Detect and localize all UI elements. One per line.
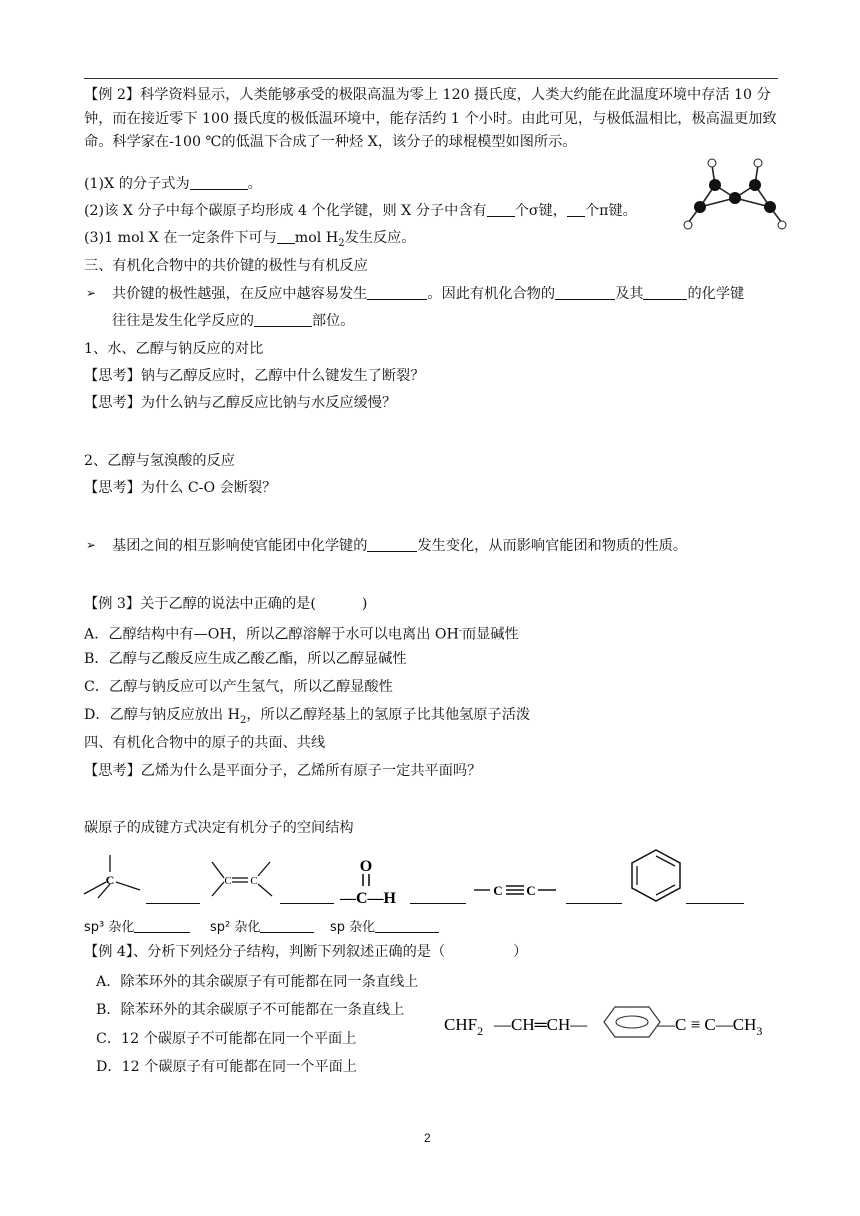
formula-middle: —CH═CH— bbox=[494, 1015, 588, 1034]
carbon-bonding-intro: 碳原子的成键方式决定有机分子的空间结构 bbox=[84, 820, 354, 836]
example-4-option-d[interactable]: D．12 个碳原子有可能都在同一个平面上 bbox=[96, 1059, 357, 1075]
example-3-option-d[interactable]: D．乙醇与钠反应放出 $H_2$，所以乙醇羟基上的氢原子比其他氢原子活泼 bbox=[84, 707, 531, 726]
answer-blank[interactable] bbox=[555, 285, 615, 300]
sp3-label: sp³ 杂化 bbox=[84, 916, 190, 935]
answer-blank[interactable] bbox=[367, 537, 417, 552]
subsection-2: 2、乙醇与氢溴酸的反应 bbox=[84, 453, 235, 469]
example-3-option-a[interactable]: A．乙醇结构中有—OH，所以乙醇溶解于水可以电离出 OH-而显碱性 bbox=[84, 626, 519, 643]
example-2-paragraph: 【例 2】科学资料显示，人类能够承受的极限高温为零上 120 摄氏度，人类大约能在此温度环境中存活 10 分钟，而在接近零下 100 摄氏度的极低温环境中，能存活约 1 个小时。由此可见，与极低温相比，极高温更加致命。科学家在-100 ℃的低温下合成了一种烃 X，该分子的球棍模型如图所示。 bbox=[84, 87, 777, 150]
answer-blank[interactable] bbox=[686, 889, 744, 904]
arrow-bullet-icon: ➢ bbox=[86, 286, 97, 300]
section-3-title: 三、有机化合物中的共价键的极性与有机反应 bbox=[84, 258, 368, 274]
hydrocarbon-structural-formula bbox=[444, 1002, 784, 1042]
sp3-carbon-structure bbox=[80, 850, 150, 900]
formula-left: $CHF_2$ bbox=[444, 1015, 484, 1038]
carbon-label: C bbox=[105, 873, 115, 887]
answer-blank[interactable] bbox=[254, 312, 312, 327]
answer-blank[interactable] bbox=[643, 285, 687, 300]
example-4-option-a[interactable]: A．除苯环外的其余碳原子有可能都在同一条直线上 bbox=[96, 974, 419, 990]
answer-blank[interactable] bbox=[277, 229, 295, 244]
answer-blank[interactable] bbox=[146, 889, 200, 904]
benzene-ring-structure bbox=[628, 848, 684, 902]
think-3: 【思考】为什么 C-O 会断裂？ bbox=[84, 480, 277, 496]
ball-stick-model-figure bbox=[680, 155, 790, 235]
sp2-label: sp² 杂化 bbox=[210, 916, 314, 935]
carbonyl-structure bbox=[340, 853, 420, 907]
question-2: (2)该 X 分子中每个碳原子均形成 4 个化学键，则 X 分子中含有 个σ键， 个π键。 bbox=[84, 203, 637, 219]
think-2: 【思考】为什么钠与乙醇反应比钠与水反应缓慢？ bbox=[84, 395, 397, 411]
carbon-label: C bbox=[224, 875, 232, 887]
formula-right: —C ≡ $C—CH_3$ bbox=[658, 1015, 763, 1038]
answer-blank[interactable] bbox=[487, 202, 515, 217]
carbon-label: C bbox=[526, 883, 536, 898]
subsection-1: 1、水、乙醇与钠反应的对比 bbox=[84, 341, 264, 357]
answer-blank[interactable] bbox=[367, 285, 427, 300]
oxygen-label: O bbox=[359, 858, 373, 875]
answer-blank[interactable] bbox=[566, 889, 622, 904]
answer-blank[interactable] bbox=[567, 202, 585, 217]
bullet-2: 基团之间的相互影响使官能团中化学键的 发生变化，从而影响官能团和物质的性质。 bbox=[112, 538, 687, 554]
c-h-label: —C—H bbox=[340, 890, 396, 907]
answer-blank[interactable] bbox=[260, 918, 314, 933]
triple-bond-structure bbox=[472, 878, 558, 902]
example-3-option-c[interactable]: C．乙醇与钠反应可以产生氢气，所以乙醇显酸性 bbox=[84, 679, 393, 695]
bullet-1-line-1: 共价键的极性越强，在反应中越容易发生 。因此有机化合物的 及其 的化学键 bbox=[112, 286, 745, 302]
sp2-carbon-structure bbox=[208, 856, 278, 900]
example-4-stem: 【例 4】、分析下列烃分子结构，判断下列叙述正确的是（ ） bbox=[84, 944, 528, 960]
page-number: 2 bbox=[424, 1131, 431, 1145]
answer-blank[interactable] bbox=[280, 889, 334, 904]
example-3-stem: 【例 3】关于乙醇的说法中正确的是( ) bbox=[84, 596, 368, 612]
think-4: 【思考】乙烯为什么是平面分子，乙烯所有原子一定共平面吗？ bbox=[84, 763, 482, 779]
answer-blank[interactable] bbox=[375, 918, 439, 933]
bullet-1-line-2: 往往是发生化学反应的 部位。 bbox=[112, 313, 355, 329]
answer-blank[interactable] bbox=[190, 175, 248, 190]
answer-blank[interactable] bbox=[410, 889, 466, 904]
answer-blank[interactable] bbox=[134, 918, 190, 933]
example-4-option-b[interactable]: B．除苯环外的其余碳原子不可能都在一条直线上 bbox=[96, 1002, 405, 1018]
carbon-label: C bbox=[250, 875, 258, 887]
think-1: 【思考】钠与乙醇反应时，乙醇中什么键发生了断裂？ bbox=[84, 368, 425, 384]
question-1: (1)X 的分子式为 。 bbox=[84, 176, 262, 192]
arrow-bullet-icon: ➢ bbox=[86, 538, 97, 552]
carbon-label: C bbox=[493, 883, 503, 898]
sp-label: sp 杂化 bbox=[330, 916, 439, 935]
example-3-option-b[interactable]: B．乙醇与乙酸反应生成乙酸乙酯，所以乙醇显碱性 bbox=[84, 651, 407, 667]
header-rule bbox=[84, 78, 778, 79]
example-4-option-c[interactable]: C．12 个碳原子不可能都在同一个平面上 bbox=[96, 1031, 357, 1047]
section-4-title: 四、有机化合物中的原子的共面、共线 bbox=[84, 735, 326, 751]
question-3: (3)1 mol X 在一定条件下可与 mol $H_2$发生反应。 bbox=[84, 230, 416, 249]
